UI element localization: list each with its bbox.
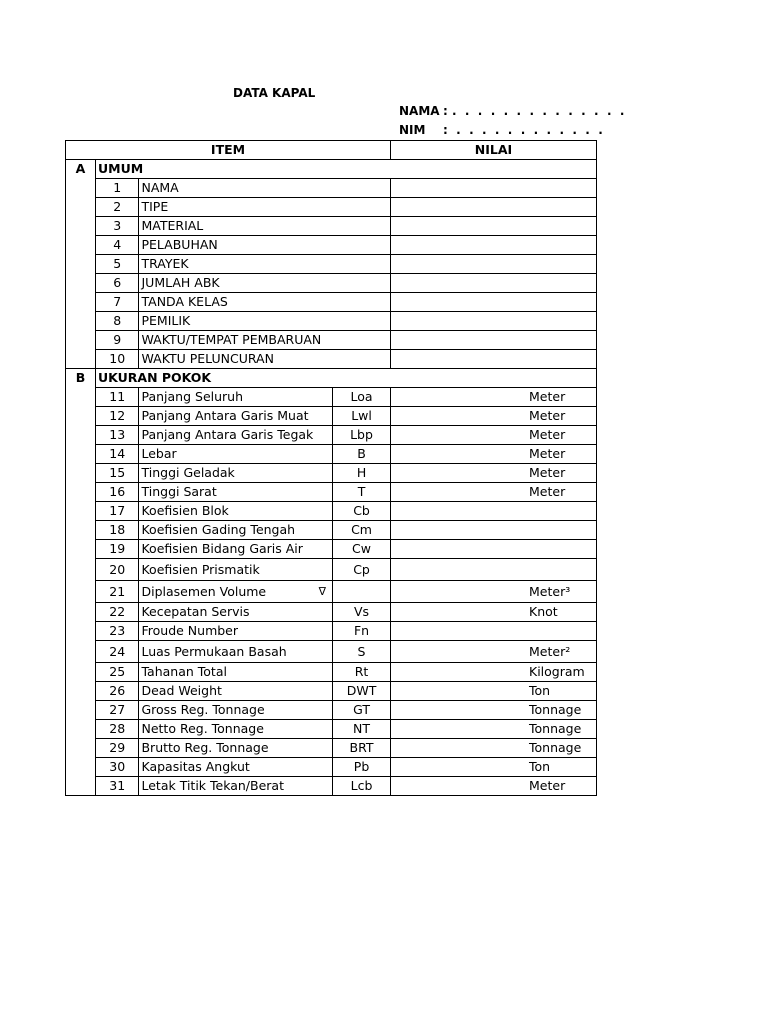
nama-value: : . . . . . . . . . . . . . .: [443, 104, 625, 118]
row-item-label: Kapasitas Angkut: [141, 759, 250, 774]
table-row: [66, 603, 597, 622]
column-header-item: ITEM: [66, 141, 391, 160]
row-item-label: Tahanan Total: [141, 664, 227, 679]
row-value[interactable]: [391, 312, 597, 331]
table-row: [66, 682, 597, 701]
row-value-unit[interactable]: Meter: [391, 388, 597, 407]
row-value-unit[interactable]: [391, 559, 597, 581]
row-value-unit[interactable]: Ton: [391, 758, 597, 777]
row-number: 11: [96, 388, 139, 407]
row-item: [139, 464, 333, 483]
row-number: 31: [96, 777, 139, 796]
row-item: MATERIAL: [139, 217, 391, 236]
row-symbol: BRT: [333, 739, 391, 758]
row-item-label: Koefisien Blok: [141, 503, 229, 518]
row-item: [139, 426, 333, 445]
table-row: [66, 701, 597, 720]
row-symbol: NT: [333, 720, 391, 739]
table-row: [66, 521, 597, 540]
row-value-unit[interactable]: [391, 521, 597, 540]
table-row: [66, 464, 597, 483]
row-value-unit[interactable]: [391, 502, 597, 521]
volume-symbol-icon: ∇: [318, 584, 327, 598]
row-symbol: Cw: [333, 540, 391, 559]
row-number: 24: [96, 641, 139, 663]
row-number: 16: [96, 483, 139, 502]
section-letter: B: [66, 369, 96, 796]
row-value-unit[interactable]: Tonnage: [391, 739, 597, 758]
table-row: [66, 236, 597, 255]
row-item: [139, 622, 333, 641]
row-number: 29: [96, 739, 139, 758]
table-row: [66, 426, 597, 445]
row-item: [139, 739, 333, 758]
row-item: NAMA: [139, 179, 391, 198]
row-symbol: Lbp: [333, 426, 391, 445]
row-item: [139, 641, 333, 663]
row-number: 19: [96, 540, 139, 559]
table-row: [66, 622, 597, 641]
row-value-unit[interactable]: [391, 622, 597, 641]
section-row: [66, 369, 597, 388]
row-item-label: Panjang Antara Garis Muat: [141, 408, 309, 423]
table-row: [66, 641, 597, 663]
table-row: [66, 758, 597, 777]
row-symbol: Lwl: [333, 407, 391, 426]
row-number: 8: [96, 312, 139, 331]
row-item: PELABUHAN: [139, 236, 391, 255]
table-header-row: [66, 141, 597, 160]
row-value-unit[interactable]: Meter: [391, 777, 597, 796]
row-value-unit[interactable]: Meter: [391, 445, 597, 464]
table-row: [66, 255, 597, 274]
row-value[interactable]: [391, 217, 597, 236]
page-title: DATA KAPAL: [233, 86, 316, 100]
row-item: JUMLAH ABK: [139, 274, 391, 293]
row-symbol: Cm: [333, 521, 391, 540]
table-row: [66, 274, 597, 293]
row-number: 30: [96, 758, 139, 777]
row-symbol: Rt: [333, 663, 391, 682]
nama-label: NAMA: [399, 104, 440, 118]
row-item-label: Tinggi Sarat: [141, 484, 217, 499]
row-number: 4: [96, 236, 139, 255]
row-symbol: [333, 581, 391, 603]
row-item: WAKTU/TEMPAT PEMBARUAN: [139, 331, 391, 350]
row-item-label: Diplasemen Volume: [141, 583, 267, 599]
nim-value: : . . . . . . . . . . . .: [443, 123, 603, 137]
table-row: [66, 663, 597, 682]
row-item-label: Brutto Reg. Tonnage: [141, 740, 269, 755]
table-row: [66, 331, 597, 350]
row-symbol: DWT: [333, 682, 391, 701]
row-symbol: Lcb: [333, 777, 391, 796]
table-row: [66, 777, 597, 796]
row-symbol: T: [333, 483, 391, 502]
row-number: 7: [96, 293, 139, 312]
row-item: [139, 559, 333, 581]
row-item: [139, 445, 333, 464]
row-item: [139, 758, 333, 777]
row-item-label: Luas Permukaan Basah: [141, 643, 287, 659]
row-symbol: S: [333, 641, 391, 663]
table-row: [66, 559, 597, 581]
table-row: [66, 350, 597, 369]
row-item-label: Koefisien Bidang Garis Air: [141, 541, 303, 556]
row-value-unit[interactable]: Ton: [391, 682, 597, 701]
row-value-unit[interactable]: Knot: [391, 603, 597, 622]
row-item-label: Netto Reg. Tonnage: [141, 721, 264, 736]
row-number: 26: [96, 682, 139, 701]
row-item: [139, 682, 333, 701]
row-symbol: H: [333, 464, 391, 483]
row-value[interactable]: [391, 179, 597, 198]
row-item: WAKTU PELUNCURAN: [139, 350, 391, 369]
row-item: [139, 483, 333, 502]
section-title: UKURAN POKOK: [96, 369, 597, 388]
row-item: [139, 663, 333, 682]
row-symbol: Cp: [333, 559, 391, 581]
row-symbol: Vs: [333, 603, 391, 622]
row-number: 2: [96, 198, 139, 217]
table-row: [66, 739, 597, 758]
section-row: [66, 160, 597, 179]
table-row: [66, 179, 597, 198]
row-value-unit[interactable]: Meter²: [391, 641, 597, 663]
row-value-unit[interactable]: Meter³: [391, 581, 597, 603]
row-item-label: Koefisien Prismatik: [141, 561, 260, 577]
table-row: [66, 198, 597, 217]
row-value-unit[interactable]: Meter: [391, 426, 597, 445]
row-value[interactable]: [391, 198, 597, 217]
section-letter: A: [66, 160, 96, 369]
row-item: PEMILIK: [139, 312, 391, 331]
row-number: 22: [96, 603, 139, 622]
row-value-unit[interactable]: Meter: [391, 483, 597, 502]
row-value[interactable]: [391, 255, 597, 274]
table-row: [66, 540, 597, 559]
row-number: 13: [96, 426, 139, 445]
table-row: [66, 407, 597, 426]
section-title: UMUM: [96, 160, 597, 179]
row-number: 23: [96, 622, 139, 641]
nama-field: [399, 104, 624, 118]
row-item: [139, 720, 333, 739]
table-row: [66, 720, 597, 739]
row-item: [139, 521, 333, 540]
row-number: 9: [96, 331, 139, 350]
row-item: TIPE: [139, 198, 391, 217]
row-number: 12: [96, 407, 139, 426]
row-item: TANDA KELAS: [139, 293, 391, 312]
row-number: 18: [96, 521, 139, 540]
row-item-label: Letak Titik Tekan/Berat: [141, 778, 284, 793]
row-value[interactable]: [391, 331, 597, 350]
row-value[interactable]: [391, 350, 597, 369]
row-item-label: Gross Reg. Tonnage: [141, 702, 265, 717]
row-item: [139, 502, 333, 521]
row-item: [139, 388, 333, 407]
table-row: [66, 388, 597, 407]
row-item-label: Froude Number: [141, 623, 239, 638]
table-row: [66, 445, 597, 464]
row-item-label: Tinggi Geladak: [141, 465, 235, 480]
row-value-unit[interactable]: [391, 540, 597, 559]
row-value[interactable]: [391, 293, 597, 312]
row-number: 1: [96, 179, 139, 198]
row-symbol: Loa: [333, 388, 391, 407]
table-row: [66, 581, 597, 603]
table-body: [66, 141, 597, 796]
ship-data-table: [65, 140, 597, 796]
row-item: [139, 701, 333, 720]
row-item-label: Dead Weight: [141, 683, 222, 698]
row-symbol: B: [333, 445, 391, 464]
nim-field: [399, 123, 603, 137]
row-symbol: Cb: [333, 502, 391, 521]
row-symbol: GT: [333, 701, 391, 720]
row-number: 25: [96, 663, 139, 682]
row-item-label: Koefisien Gading Tengah: [141, 522, 296, 537]
row-item-label: Panjang Antara Garis Tegak: [141, 427, 314, 442]
table-row: [66, 293, 597, 312]
row-item-label: Panjang Seluruh: [141, 389, 244, 404]
row-number: 3: [96, 217, 139, 236]
row-value-unit[interactable]: Tonnage: [391, 720, 597, 739]
row-number: 17: [96, 502, 139, 521]
row-number: 6: [96, 274, 139, 293]
row-number: 20: [96, 559, 139, 581]
table-row: [66, 312, 597, 331]
table-row: [66, 502, 597, 521]
row-value-unit[interactable]: Meter: [391, 407, 597, 426]
row-number: 21: [96, 581, 139, 603]
row-item: [139, 777, 333, 796]
row-value-unit[interactable]: Kilogram: [391, 663, 597, 682]
row-number: 27: [96, 701, 139, 720]
row-number: 15: [96, 464, 139, 483]
row-item-label: Kecepatan Servis: [141, 604, 250, 619]
row-value[interactable]: [391, 236, 597, 255]
nim-label: NIM: [399, 123, 426, 137]
table-row: [66, 217, 597, 236]
row-item: [139, 603, 333, 622]
row-value-unit[interactable]: Tonnage: [391, 701, 597, 720]
column-header-nilai: NILAI: [391, 141, 597, 160]
row-item: [139, 540, 333, 559]
row-value[interactable]: [391, 274, 597, 293]
row-number: 14: [96, 445, 139, 464]
row-symbol: Pb: [333, 758, 391, 777]
row-number: 10: [96, 350, 139, 369]
row-item: [139, 581, 333, 603]
row-number: 28: [96, 720, 139, 739]
table-row: [66, 483, 597, 502]
row-number: 5: [96, 255, 139, 274]
row-item-label: Lebar: [141, 446, 177, 461]
row-value-unit[interactable]: Meter: [391, 464, 597, 483]
row-item: [139, 407, 333, 426]
row-symbol: Fn: [333, 622, 391, 641]
row-item: TRAYEK: [139, 255, 391, 274]
